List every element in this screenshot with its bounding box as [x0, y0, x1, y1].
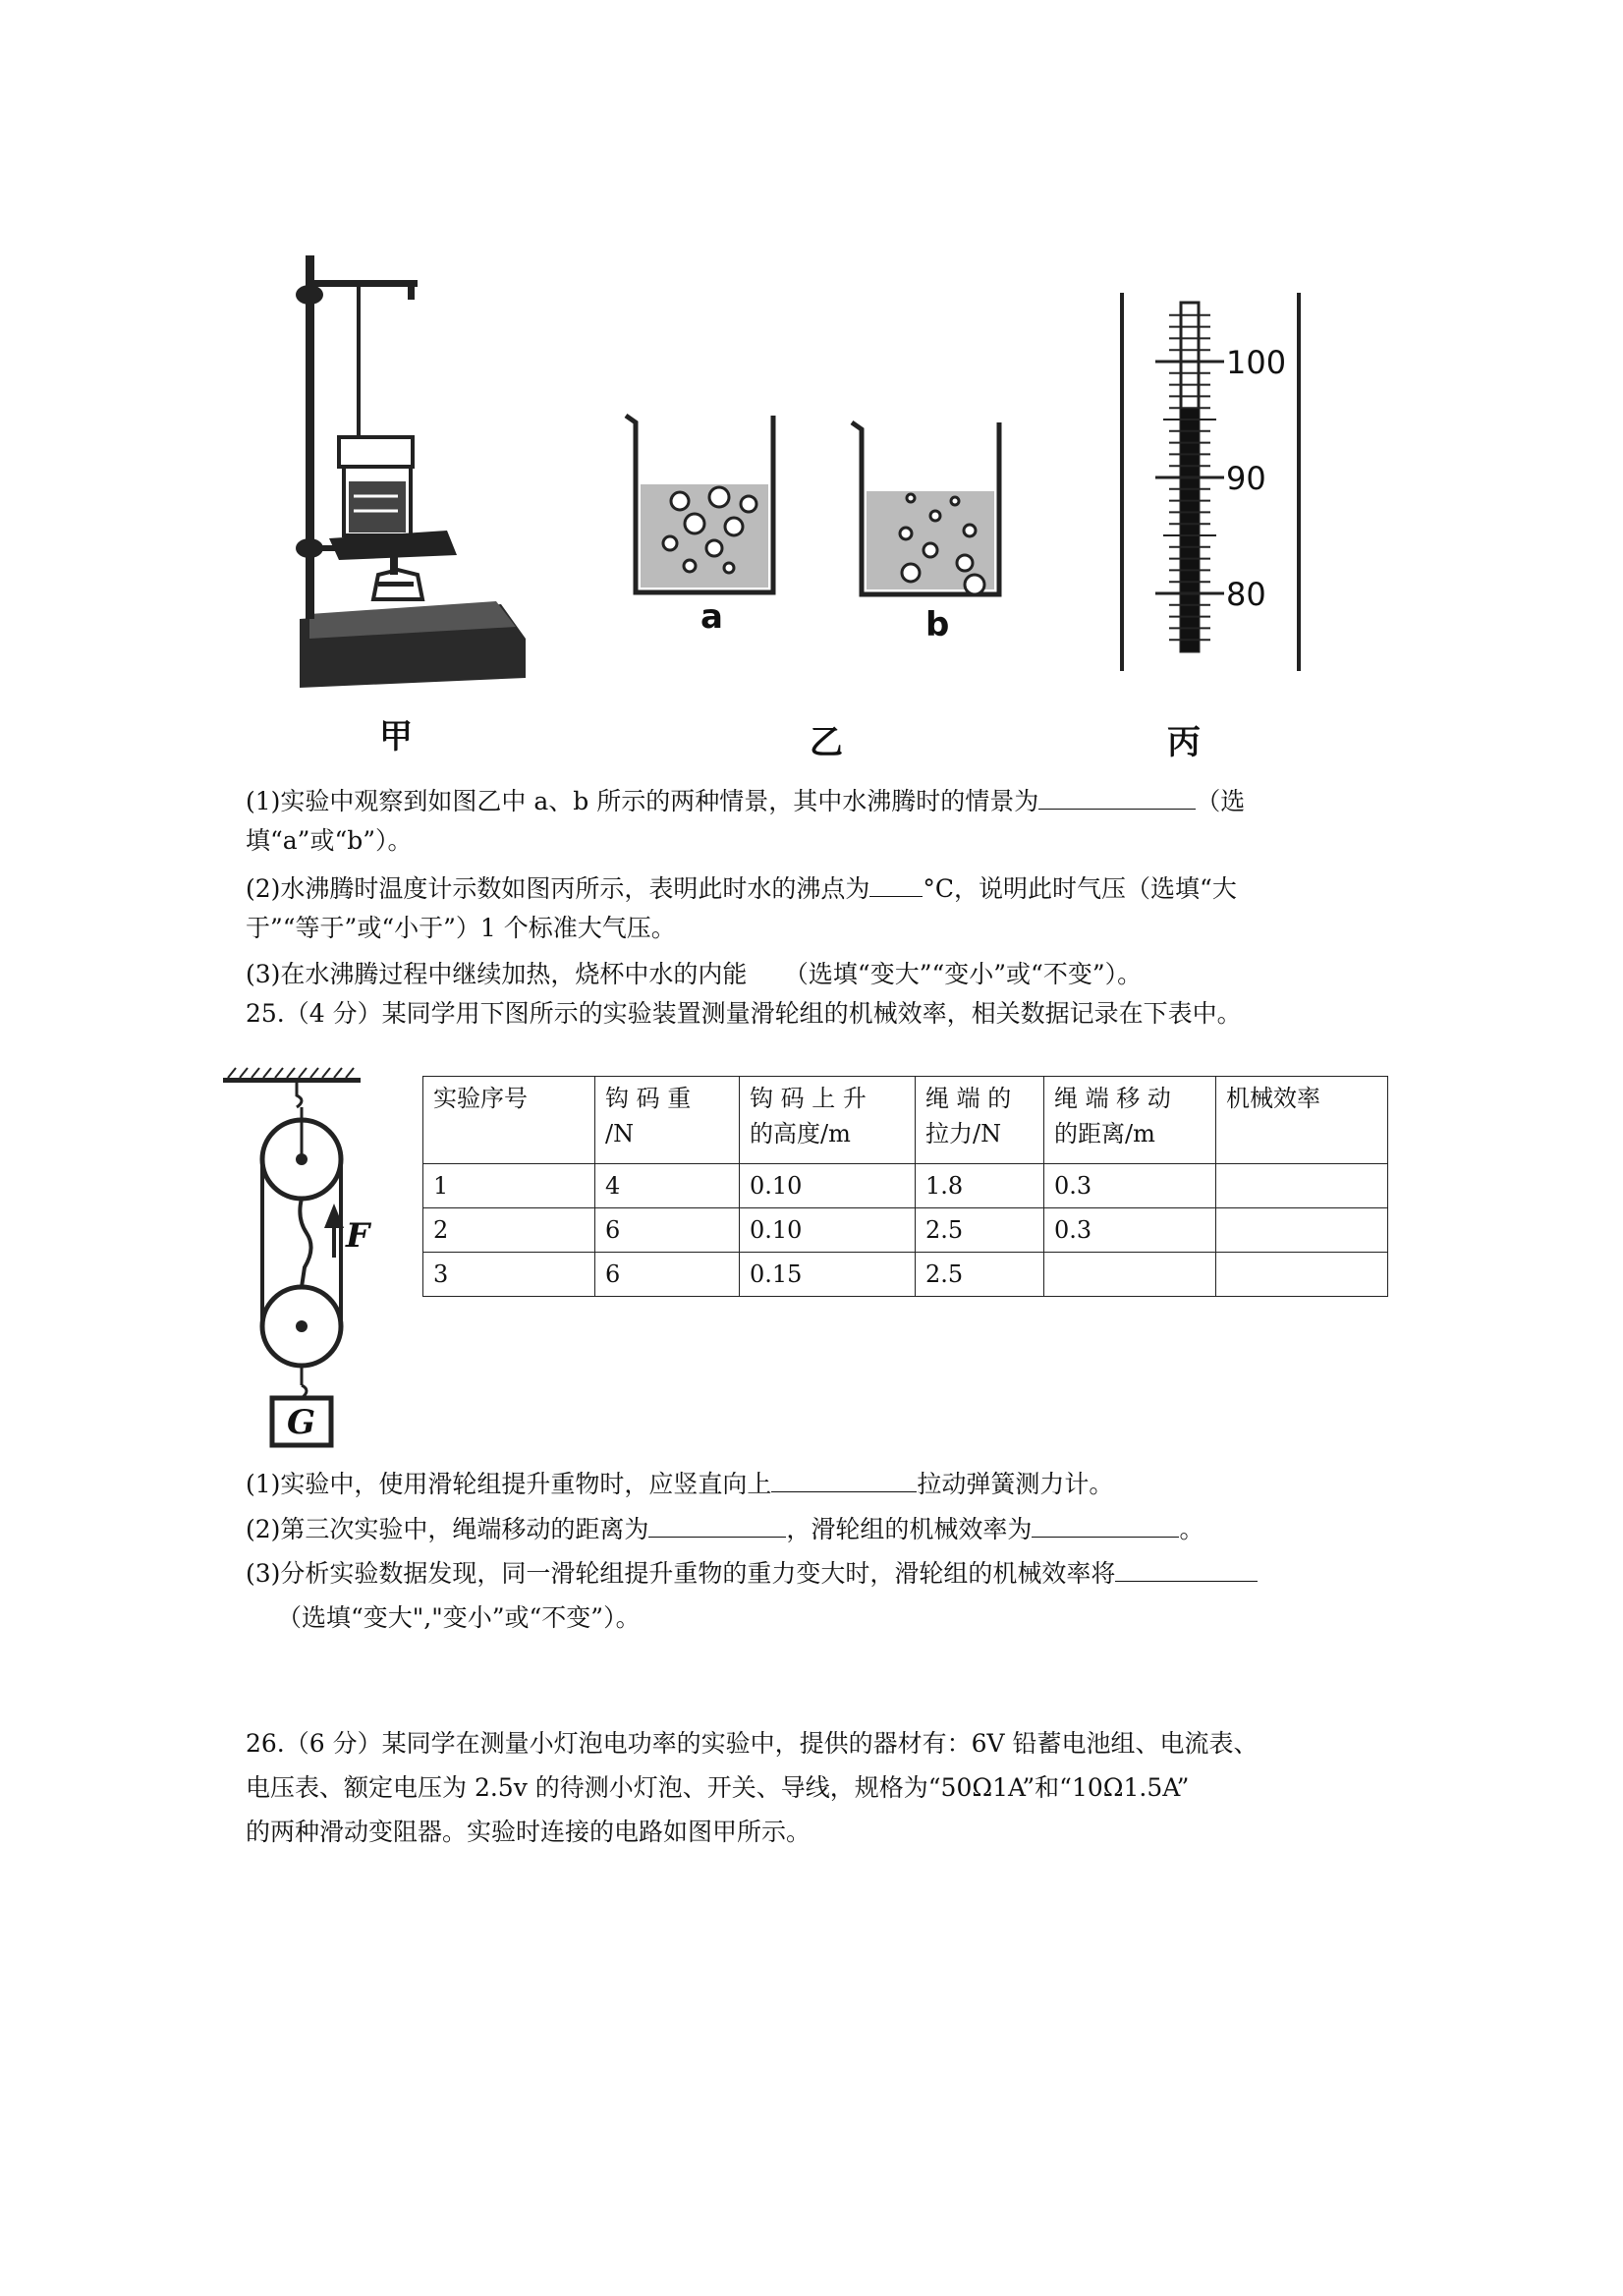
table-header-cell: 钩 码 上 升 的高度/m — [740, 1077, 916, 1164]
figure-label-jia: 甲 — [379, 717, 413, 756]
q24-part1-line2: 填“a”或“b”）。 — [246, 826, 413, 855]
q25-intro: 25.（4 分）某同学用下图所示的实验装置测量滑轮组的机械效率，相关数据记录在下表中。 — [246, 999, 1242, 1028]
table-row — [423, 1253, 1388, 1297]
q25-part2-text-b: ，滑轮组的机械效率为 — [786, 1515, 1033, 1543]
table-cell: 0.10 — [740, 1208, 916, 1253]
q25-part3-line2: （选填“变大","变小”或“不变”）。 — [277, 1603, 641, 1632]
thermometer-scale — [1120, 293, 1316, 671]
q25-part3-answer-blank[interactable] — [1115, 1555, 1258, 1582]
table-cell: 6 — [595, 1253, 740, 1297]
q25-part3-text: (3)分析实验数据发现，同一滑轮组提升重物的重力变大时，滑轮组的机械效率将 — [246, 1559, 1116, 1588]
table-cell: 0.3 — [1044, 1164, 1216, 1208]
q25-part1-line — [246, 1465, 1113, 1504]
q24-part1-line1 — [246, 782, 1245, 821]
beaker-b-figure — [847, 418, 1014, 604]
thermometer-figure — [1120, 293, 1316, 671]
q25-efficiency-answer-blank[interactable] — [1032, 1511, 1179, 1538]
q24-part2-line1 — [246, 869, 1237, 909]
table-cell: 4 — [595, 1164, 740, 1208]
table-cell: 6 — [595, 1208, 740, 1253]
table-header-cell: 绳 端 的 拉力/N — [916, 1077, 1044, 1164]
table-row — [423, 1208, 1388, 1253]
table-cell: 1 — [423, 1164, 595, 1208]
q24-part1-text: (1)实验中观察到如图乙中 a、b 所示的两种情景，其中水沸腾时的情景为 — [246, 787, 1039, 815]
table-header-cell: 实验序号 — [423, 1077, 595, 1164]
table-cell-efficiency[interactable] — [1216, 1208, 1388, 1253]
q25-part3-line1 — [246, 1554, 1258, 1594]
q25-part1-text-b: 拉动弹簧测力计。 — [917, 1470, 1114, 1498]
table-cell: 0.3 — [1044, 1208, 1216, 1253]
table-cell-efficiency[interactable] — [1216, 1253, 1388, 1297]
table-header-cell: 钩 码 重 /N — [595, 1077, 740, 1164]
q25-part1-text: (1)实验中，使用滑轮组提升重物时，应竖直向上 — [246, 1470, 772, 1498]
thermometer-tick-80: 80 — [1226, 576, 1266, 613]
thermometer-tick-100: 100 — [1226, 344, 1287, 381]
pulley-force-label: F — [346, 1216, 370, 1256]
boiling-apparatus-figure — [280, 236, 545, 707]
q24-part2-text: (2)水沸腾时温度计示数如图丙所示，表明此时水的沸点为 — [246, 874, 870, 903]
q26-line1: 26.（6 分）某同学在测量小灯泡电功率的实验中，提供的器材有：6V 铅蓄电池组、电流表、 — [246, 1729, 1259, 1758]
table-cell: 2.5 — [916, 1208, 1044, 1253]
q24-part1-text-b: （选 — [1196, 787, 1246, 815]
q24-part2-answer-blank[interactable] — [869, 870, 923, 897]
q26-line2: 电压表、额定电压为 2.5v 的待测小灯泡、开关、导线，规格为“50Ω1A”和“10Ω1.5A” — [246, 1773, 1190, 1802]
figure-label-bing: 丙 — [1167, 723, 1201, 762]
q24-part3-line: (3)在水沸腾过程中继续加热，烧杯中水的内能 （选填“变大”“变小”或“不变”）。 — [246, 960, 1143, 988]
q25-distance-answer-blank[interactable] — [648, 1511, 786, 1538]
q25-part2-text: (2)第三次实验中，绳端移动的距离为 — [246, 1515, 649, 1543]
q24-part1-answer-blank[interactable] — [1038, 783, 1196, 810]
beaker-a-figure — [621, 411, 788, 607]
pulley-weight-label: G — [287, 1403, 316, 1442]
table-cell: 3 — [423, 1253, 595, 1297]
table-cell: 2 — [423, 1208, 595, 1253]
beaker-b-label: b — [925, 605, 950, 644]
q25-part1-answer-blank[interactable] — [771, 1466, 917, 1492]
pulley-efficiency-table — [422, 1076, 1388, 1297]
table-cell-efficiency[interactable] — [1216, 1164, 1388, 1208]
q24-part2-line2: 于”“等于”或“小于”）1 个标准大气压。 — [246, 914, 676, 942]
thermometer-mercury-column — [1181, 408, 1199, 651]
q24-part2-text-b: °C，说明此时气压（选填“大 — [923, 874, 1237, 903]
table-header-cell: 绳 端 移 动 的距离/m — [1044, 1077, 1216, 1164]
table-header-cell: 机械效率 — [1216, 1077, 1388, 1164]
q25-part2-line — [246, 1510, 1203, 1549]
table-cell: 1.8 — [916, 1164, 1044, 1208]
table-header-row — [423, 1077, 1388, 1164]
beaker-a-label: a — [700, 597, 723, 637]
table-row — [423, 1164, 1388, 1208]
table-cell: 0.10 — [740, 1164, 916, 1208]
pulley-system-figure — [218, 1066, 385, 1449]
q25-part2-text-c: 。 — [1179, 1515, 1204, 1543]
figure-label-yi: 乙 — [810, 723, 843, 762]
thermometer-tick-90: 90 — [1226, 460, 1266, 497]
table-cell-distance[interactable] — [1044, 1253, 1216, 1297]
table-cell: 0.15 — [740, 1253, 916, 1297]
q26-line3: 的两种滑动变阻器。实验时连接的电路如图甲所示。 — [246, 1818, 812, 1846]
table-cell: 2.5 — [916, 1253, 1044, 1297]
